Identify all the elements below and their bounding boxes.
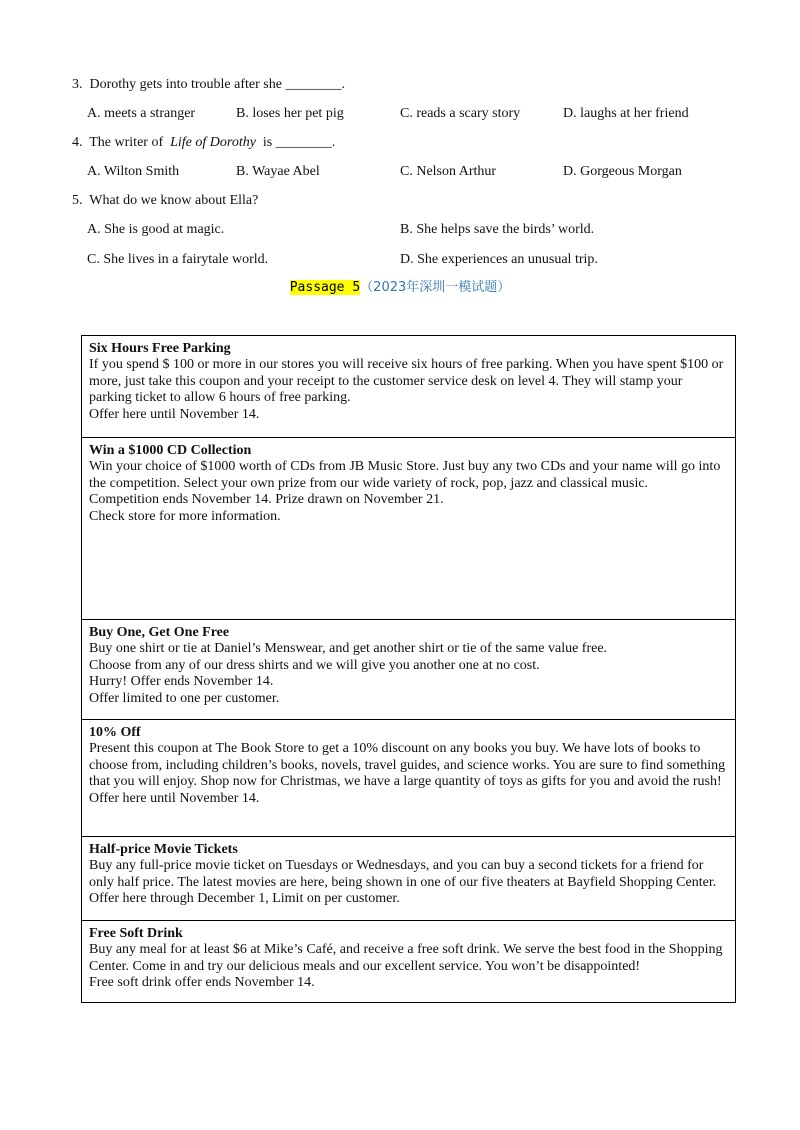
question-number: 5. bbox=[72, 193, 83, 208]
option-b[interactable]: B. loses her pet pig bbox=[236, 106, 344, 121]
coupon-text: Free soft drink offer ends November 14. bbox=[89, 975, 315, 991]
question-number: 3. bbox=[72, 77, 83, 92]
option-a[interactable]: A. She is good at magic. bbox=[87, 222, 225, 237]
coupon-text: Competition ends November 14. Prize drawn on November 21. bbox=[89, 492, 444, 508]
coupon-text: Present this coupon at The Book Store to get a 10% discount on any books you buy. We have lots of books to choose from, including children’s books, novels, travel guides, and science works. You are sure to find something that you will enjoy. Shop now for Christmas, we have a large quantity of toys as gifts for you and avoid the rush! bbox=[89, 741, 726, 790]
passage-source: （2023年深圳一模试题） bbox=[360, 280, 511, 295]
coupon-text: Offer here until November 14. bbox=[89, 406, 260, 422]
option-b[interactable]: B. She helps save the birds’ world. bbox=[400, 222, 595, 237]
coupon-title: Free Soft Drink bbox=[89, 926, 183, 941]
question-number: 4. bbox=[72, 135, 83, 150]
question-4 bbox=[72, 134, 335, 152]
option-c[interactable]: C. Nelson Arthur bbox=[400, 164, 497, 179]
question-stem: Dorothy gets into trouble after she ________. bbox=[89, 77, 345, 92]
question-stem-before: The writer of bbox=[89, 135, 164, 150]
coupon-book-discount bbox=[82, 719, 735, 836]
coupon-text: Buy any meal for at least $6 at Mike’s Café, and receive a free soft drink. We serve the best food in the Shopping Center. Come in and try our delicious meals and our excellent service. You won’t be disappointed! bbox=[89, 942, 723, 974]
option-b[interactable]: B. Wayae Abel bbox=[236, 164, 320, 179]
coupon-movie-tickets bbox=[82, 836, 735, 920]
option-c[interactable]: C. reads a scary story bbox=[400, 106, 521, 121]
question-5 bbox=[72, 192, 258, 210]
passage-tag: Passage 5 bbox=[289, 280, 361, 295]
question-stem: What do we know about Ella? bbox=[89, 193, 259, 208]
coupon-title: Six Hours Free Parking bbox=[89, 341, 231, 356]
coupon-table bbox=[81, 335, 736, 1003]
option-d[interactable]: D. laughs at her friend bbox=[563, 106, 689, 121]
question-stem-after: is ________. bbox=[262, 135, 336, 150]
option-d[interactable]: D. She experiences an unusual trip. bbox=[400, 252, 598, 267]
coupon-text: Offer here through December 1, Limit on per customer. bbox=[89, 891, 400, 907]
coupon-buy-one-get-one bbox=[82, 619, 735, 719]
coupon-text: Offer here until November 14. bbox=[89, 790, 260, 806]
coupon-title: Win a $1000 CD Collection bbox=[89, 443, 252, 458]
coupon-parking bbox=[82, 336, 735, 437]
option-c[interactable]: C. She lives in a fairytale world. bbox=[87, 252, 269, 267]
coupon-text: Choose from any of our dress shirts and we will give you another one at no cost. bbox=[89, 657, 540, 673]
book-title: Life of Dorothy bbox=[170, 135, 256, 150]
coupon-title: Half-price Movie Tickets bbox=[89, 842, 238, 857]
coupon-text: Buy one shirt or tie at Daniel’s Menswear, and get another shirt or tie of the same value free. bbox=[89, 641, 608, 657]
option-d[interactable]: D. Gorgeous Morgan bbox=[563, 164, 682, 179]
coupon-text: If you spend $ 100 or more in our stores you will receive six hours of free parking. When you have spent $100 or more, just take this coupon and your receipt to the customer service desk on level 4. They will stamp your parking ticket to allow 6 hours of free parking. bbox=[89, 357, 724, 406]
passage-heading bbox=[0, 279, 800, 297]
coupon-text: Win your choice of $1000 worth of CDs from JB Music Store. Just buy any two CDs and your name will go into the competition. Select your own prize from our wide variety of rock, pop, jazz and classical music. bbox=[89, 459, 721, 491]
coupon-text: Check store for more information. bbox=[89, 508, 281, 524]
coupon-soft-drink bbox=[82, 920, 735, 1002]
option-a[interactable]: A. meets a stranger bbox=[87, 106, 196, 121]
coupon-title: 10% Off bbox=[89, 725, 141, 740]
coupon-cd-collection bbox=[82, 437, 735, 619]
coupon-text: Offer limited to one per customer. bbox=[89, 690, 280, 706]
coupon-text: Hurry! Offer ends November 14. bbox=[89, 674, 274, 690]
coupon-text: Buy any full-price movie ticket on Tuesdays or Wednesdays, and you can buy a second tickets for a friend for only half price. The latest movies are here, being shown in one of our five theaters at Bayfield Shopping Center. bbox=[89, 858, 717, 890]
option-a[interactable]: A. Wilton Smith bbox=[87, 164, 180, 179]
coupon-title: Buy One, Get One Free bbox=[89, 625, 230, 640]
question-3 bbox=[72, 76, 345, 94]
